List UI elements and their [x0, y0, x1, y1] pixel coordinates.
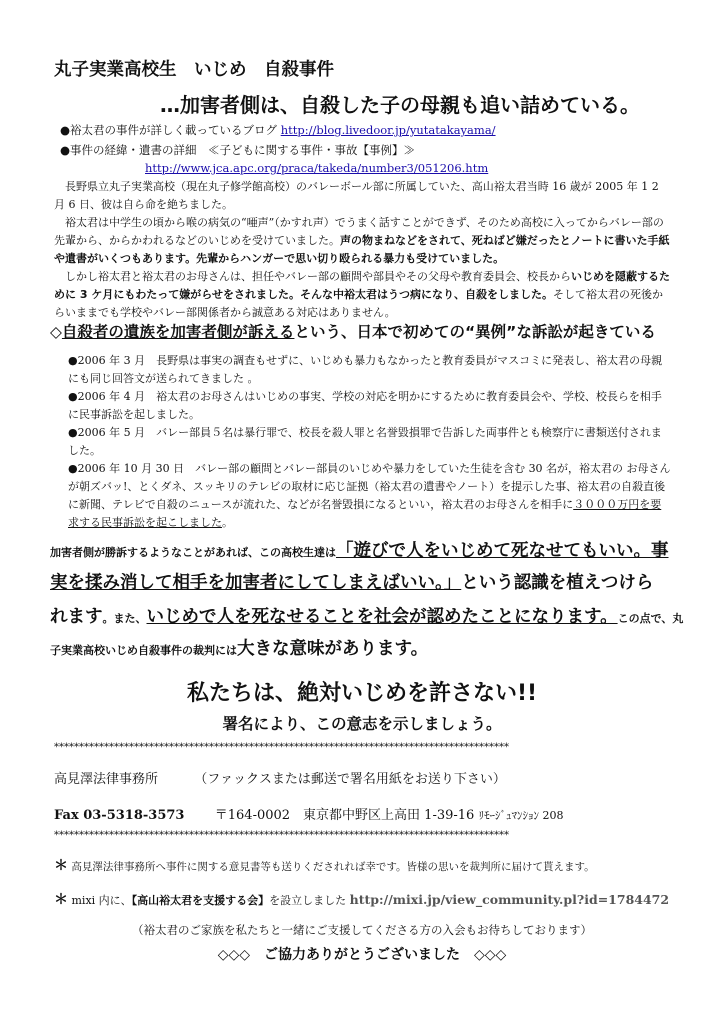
timeline-item: ●2006 年 3 月 長野県は事実の調査もせずに、いじめも暴力もなかったと教育委員がマスコミに発表し、裕太君の母親にも同じ回答文が送られてきました 。 [68, 354, 663, 385]
mixi-prefix: mixi 内に、 [71, 894, 132, 907]
thanks-line: ◇◇◇ ご協力ありがとうございました ◇◇◇ [217, 947, 507, 963]
statement-quote-1: 「遊びで人をいじめて死なせてもいい。事 [336, 541, 669, 561]
statement-3a: れます [50, 607, 103, 627]
slogan-sub: 署名により、この意志を示しましょう。 [222, 715, 502, 733]
statement-line-2 [50, 566, 680, 600]
contact-office-line [54, 768, 506, 787]
blog-link[interactable]: http://blog.livedoor.jp/yutatakayama/ [280, 123, 496, 137]
building-name: ﾘﾓｰｼﾞｭﾏﾝｼｮﾝ 208 [478, 809, 564, 822]
intro-p3-bold: いじめを隠蔽するために 3 ケ月にもわたって嫌がらせをされました。そんな中裕太君はうつ病になり、自殺をしました。 [54, 270, 670, 301]
family-support-note: （裕太君のご家族を私たちと一緒にご支援してくださる方の入会もお待ちしております） [132, 923, 592, 937]
page-title: 丸子実業高校生 いじめ 自殺事件 [54, 60, 334, 80]
headline-rest: という、日本で初めての“異例”な訴訟が起きている [294, 323, 656, 341]
statement-line-1 [50, 536, 680, 566]
detail-link[interactable]: http://www.jca.apc.org/praca/takeda/number3/051206.htm [145, 161, 489, 175]
statement-3d: この点で、丸 [617, 612, 684, 625]
postal-address: 〒164-0002 東京都中野区上高田 1-39-16 [214, 808, 475, 823]
mixi-community-link[interactable]: http://mixi.jp/view_community.pl?id=1784472 [349, 892, 670, 907]
contact-note: （ファックスまたは郵送で署名用紙をお送り下さい） [194, 772, 506, 787]
timeline-item: ●2006 年 4 月 裕太君のお母さんはいじめの事実、学校の対応を明かにするために教育委員会や、学校、校長らを相手に民事訴訟を起しました。 [68, 390, 662, 421]
timeline-item [68, 460, 672, 532]
mixi-group-name: 【高山裕太君を支援する会】 [131, 894, 270, 907]
blog-label: ●裕太君の事件が詳しく載っているブログ [60, 123, 278, 137]
intro-paragraph-2 [54, 214, 672, 268]
timeline-item-text: ●2006 年 10 月 30 日 バレー部の顧問とバレー部員のいじめや暴力をしていた生徒を含む 30 名が，裕太君の お母さんが朝ズバッ!、とくダネ、スッキリのテレビの取材に応じ証拠（裕太君の遺書やノート）を提示した事、裕太君の自殺直後に新聞、テレビで自殺のニュースが流れた、などが名誉毀損になるといい，裕太君のお母さんを相手に [68, 462, 671, 511]
intro-p3-end: そして裕太君の死後からいままでも学校やバレー部関係者から誠意ある対応はありません。 [54, 288, 663, 319]
diamond-icon: ◇ [50, 323, 62, 341]
statement-intro: 加害者側が勝訴するようなことがあれば、この高校生達は [50, 546, 336, 559]
lawsuit-headline [50, 320, 656, 342]
headline-underlined: 自殺者の遺族を加害者側が訴える [61, 323, 295, 341]
statement-3c: いじめで人を死なせることを社会が認めたことになります。 [146, 607, 618, 627]
statement-4a: 子実業高校いじめ自殺事件の裁判には [50, 644, 237, 657]
intro-paragraph-3 [54, 268, 672, 322]
statement-block [50, 536, 684, 664]
timeline-item: ●2006 年 5 月 バレー部員５名は暴行罪で、校長を殺人罪と名誉毀損罪で告訴した両事件とも検察庁に書類送付されました。 [68, 426, 662, 457]
intro-p2-bold: 声の物まねなどをされて、死ねばど嫌だったとノートに書いた手紙や遺書がいくつもあります。先輩からハンガーで思い切り殴られる暴力も受けていました。 [54, 234, 670, 265]
blog-reference [60, 122, 496, 138]
statement-line-3 [50, 600, 684, 634]
footer-opinion-text: 高見澤法律事務所へ事件に関する意見書等も送りくだされれば幸です。皆様の思いを裁判所に届けて貰えます。 [71, 861, 595, 873]
statement-after-quote: という認識を植えつけら [461, 573, 654, 593]
contact-address-line [54, 804, 563, 823]
detail-reference-label: ●事件の経緯・遺書の詳細 ≪子どもに関する事件・事故【事例】≫ [60, 143, 416, 157]
law-office-name: 高見澤法律事務所 [54, 772, 159, 787]
intro-text [54, 178, 672, 322]
intro-paragraph-1: 長野県立丸子実業高校（現在丸子修学館高校）のバレーボール部に所属していた、高山裕太君当時 16 歳が 2005 年 1 2 月 6 日、彼は自ら命を絶ちました。 [54, 180, 659, 211]
mixi-mid: を設立しました [269, 894, 347, 907]
fax-number: Fax 03-5318-3573 [54, 808, 185, 823]
star-divider: ******************************************************************************************* [54, 742, 509, 753]
timeline-period: 。 [222, 516, 233, 529]
star-divider: ******************************************************************************************* [54, 830, 509, 841]
timeline [68, 352, 672, 532]
intro-p2-plain: 裕太君は中学生の頃から喉の病気の“唖声”（かすれ声）でうまく話すことができず、そのため高校に入ってからバレー部の先輩から、からかわれるなどのいじめを受けていました。 [54, 216, 664, 247]
intro-p3-plain: しかし裕太君と裕太君のお母さんは、担任やバレー部の顧問や部員やその父母や教育委員会、校長から [65, 270, 571, 283]
asterisk-icon: ＊ [54, 858, 68, 874]
statement-quote-2: 実を揉み消して相手を加害者にしてしまえばいい。」 [50, 573, 462, 593]
slogan: 私たちは、絶対いじめを許さない!! [186, 681, 538, 706]
page-subtitle: …加害者側は、自殺した子の母親も追い詰めている。 [160, 93, 640, 117]
timeline-demand: ３０００万円を要求する民事訴訟を起こしました [68, 498, 662, 529]
footer-line-1 [54, 855, 595, 875]
statement-4b: 大きな意味があります。 [237, 639, 429, 659]
statement-3b: 。また、 [102, 612, 147, 625]
asterisk-icon: ＊ [54, 892, 68, 908]
footer-mixi-line [54, 889, 669, 909]
statement-line-4 [50, 634, 680, 664]
